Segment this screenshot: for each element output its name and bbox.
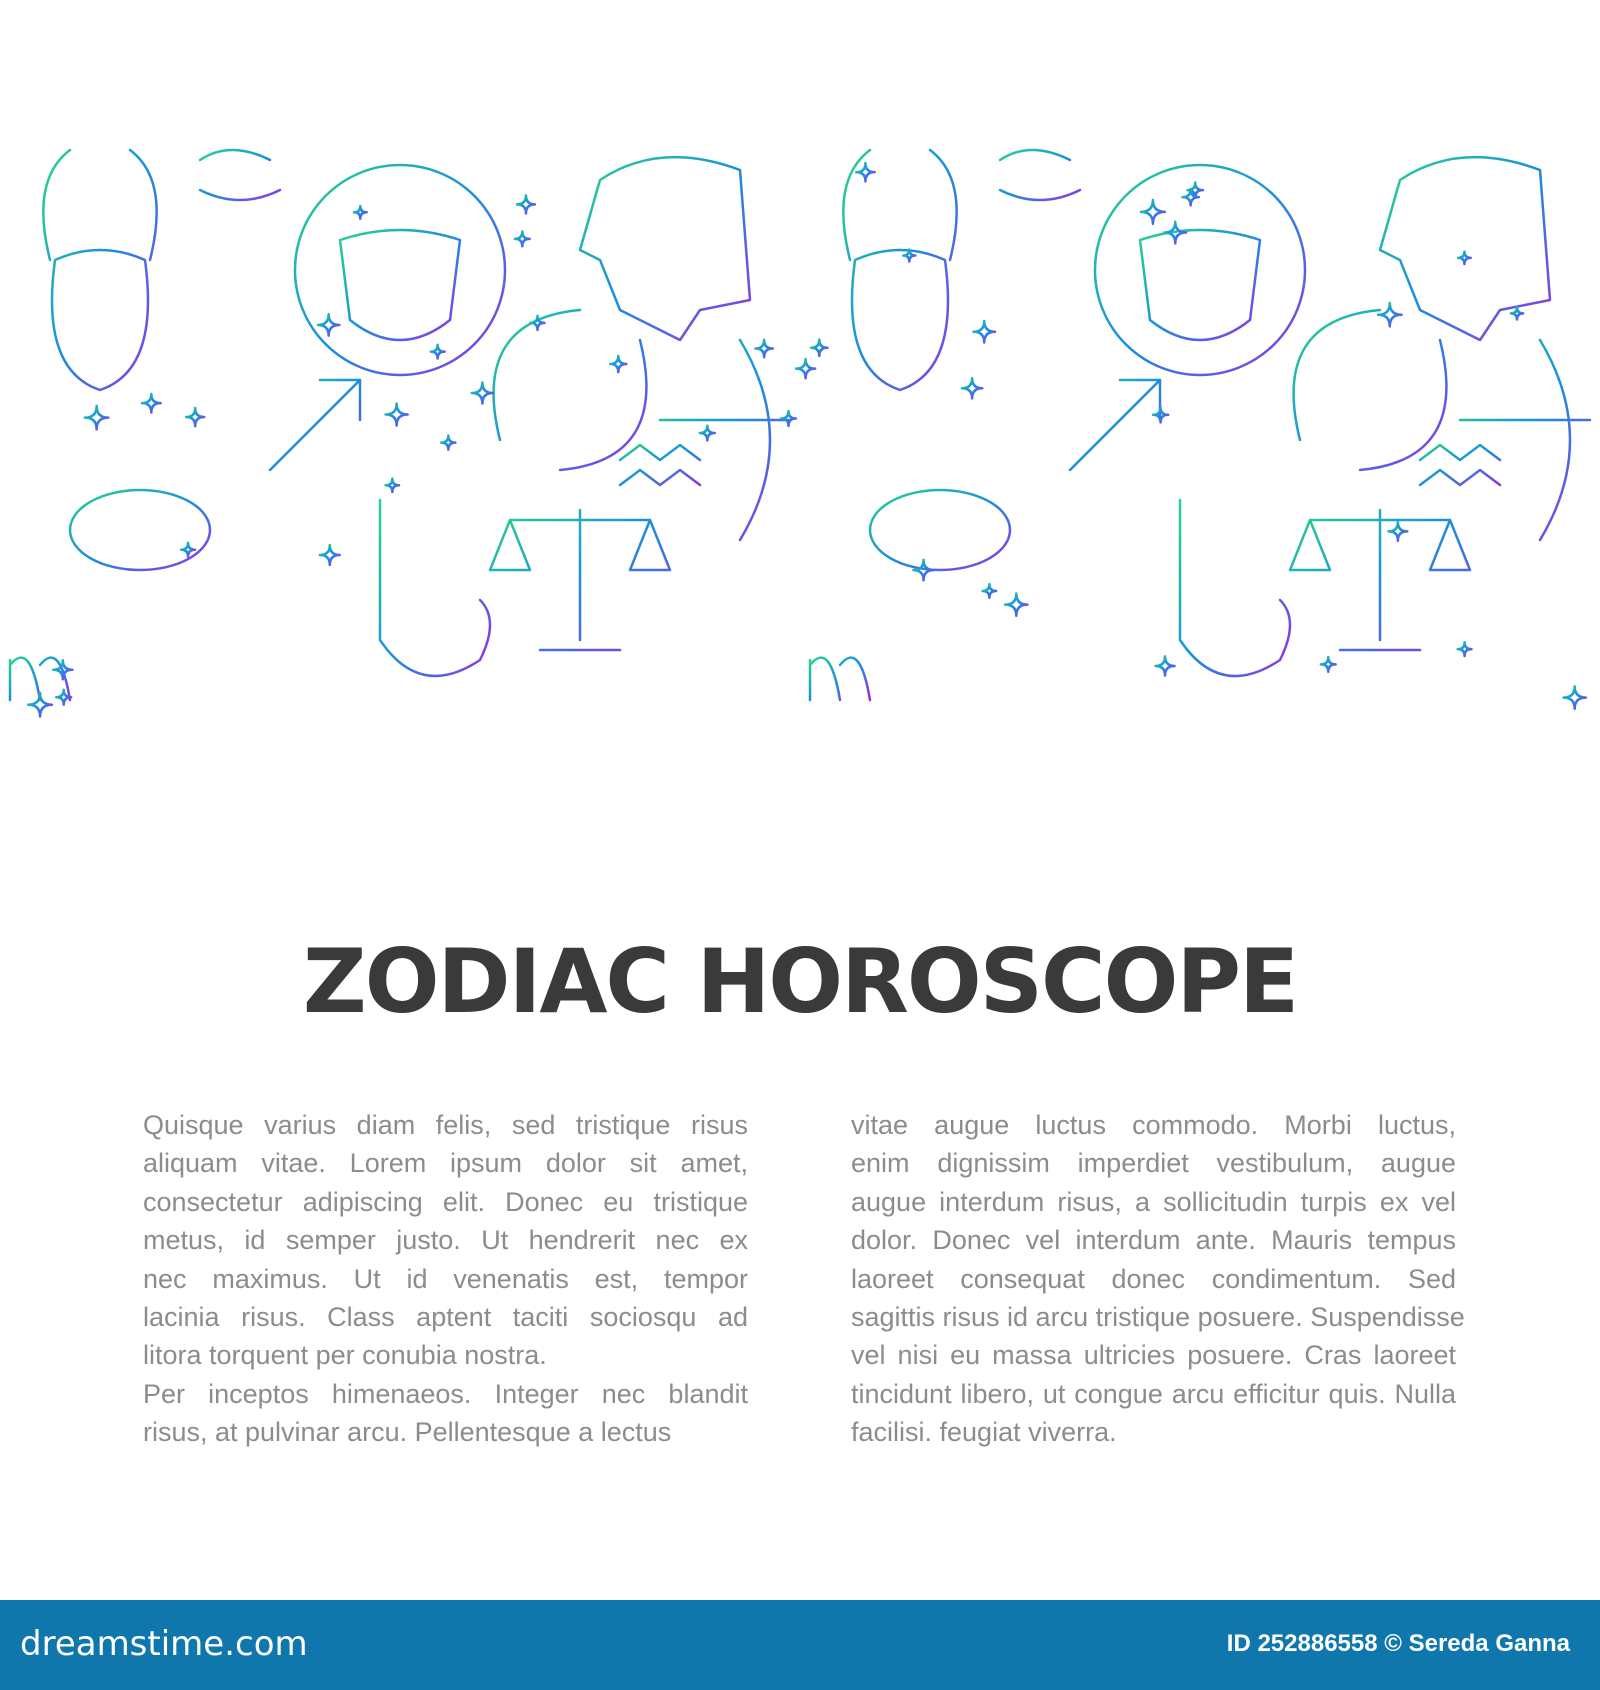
gemini-head-icon bbox=[1380, 157, 1550, 340]
image-credit: ID 252886558 © Sereda Ganna bbox=[1226, 1630, 1570, 1657]
zodiac-line-art-pattern bbox=[0, 140, 1600, 750]
star-icon bbox=[811, 340, 827, 356]
body-line: vitae augue luctus commodo. Morbi luctus, bbox=[851, 1110, 1456, 1140]
pisces-fish-icon bbox=[494, 310, 647, 470]
virgo-symbol-icon bbox=[810, 658, 870, 700]
scorpio-scorpion-icon bbox=[1180, 500, 1290, 676]
body-line: Per inceptos himenaeos. Integer nec blandit bbox=[143, 1378, 748, 1409]
body-line: lacinia risus. Class aptent taciti sociosqu ad bbox=[143, 1302, 748, 1333]
star-icon bbox=[318, 314, 339, 335]
sagittarius-bow-icon bbox=[660, 340, 790, 540]
star-icon bbox=[1564, 686, 1586, 708]
star-icon bbox=[142, 394, 161, 413]
star-icon bbox=[974, 321, 995, 342]
star-icon bbox=[962, 378, 982, 398]
body-column-2 bbox=[851, 1106, 1465, 1452]
body-line: enim dignissim imperdiet vestibulum, augue bbox=[851, 1148, 1456, 1179]
star-icon bbox=[610, 356, 626, 372]
star-icon bbox=[1389, 522, 1408, 541]
star-icon bbox=[85, 406, 108, 429]
star-icon bbox=[1005, 594, 1027, 616]
body-line: sagittis risus id arcu tristique posuere. Suspendisse bbox=[851, 1302, 1465, 1333]
body-line: vel nisi eu massa ultricies posuere. Cras laoreet bbox=[851, 1340, 1456, 1371]
cancer-crab-icon bbox=[70, 490, 210, 570]
lion-face bbox=[340, 230, 460, 340]
star-icon bbox=[1378, 303, 1401, 326]
gemini-head-icon bbox=[580, 157, 750, 340]
star-icon bbox=[320, 545, 340, 565]
body-line: nec maximus. Ut id venenatis est, tempor bbox=[143, 1263, 748, 1294]
body-line: laoreet consequat donec condimentum. Sed bbox=[851, 1263, 1456, 1294]
sagittarius-symbol-icon bbox=[1070, 380, 1160, 470]
body-column-1 bbox=[143, 1106, 748, 1452]
star-icon bbox=[796, 359, 815, 378]
star-icon bbox=[756, 340, 773, 357]
ram-head bbox=[43, 150, 156, 390]
body-line: risus, at pulvinar arcu. Pellentesque a lectus bbox=[143, 1417, 672, 1448]
body-line: facilisi. feugiat viverra. bbox=[851, 1417, 1117, 1448]
lion-mane bbox=[1095, 165, 1305, 375]
star-icon bbox=[1511, 307, 1523, 319]
body-line: litora torquent per conubia nostra. bbox=[143, 1340, 547, 1371]
leo-lion-icon bbox=[295, 165, 505, 375]
libra-scales-icon bbox=[490, 510, 670, 650]
star-icon bbox=[431, 345, 445, 359]
star-icon bbox=[28, 693, 52, 717]
leo-lion-icon bbox=[1095, 165, 1305, 375]
pisces-fish-icon bbox=[1294, 310, 1447, 470]
aquarius-symbol-icon bbox=[620, 445, 700, 485]
body-line: aliquam vitae. Lorem ipsum dolor sit amet, bbox=[143, 1148, 748, 1179]
body-line: consectetur adipiscing elit. Donec eu tristique bbox=[143, 1186, 748, 1217]
dreamstime-logo[interactable]: dreamstime.com bbox=[20, 1624, 308, 1664]
star-icon bbox=[515, 232, 530, 247]
star-icon bbox=[781, 411, 796, 426]
sagittarius-symbol-icon bbox=[270, 380, 360, 470]
star-icon bbox=[354, 206, 367, 219]
aquarius-symbol-icon bbox=[1420, 445, 1500, 485]
sagittarius-bow-icon bbox=[1460, 340, 1590, 540]
page-title: ZODIAC HOROSCOPE bbox=[302, 930, 1298, 1033]
ram-head bbox=[843, 150, 956, 390]
lion-face bbox=[1140, 230, 1260, 340]
star-icon bbox=[181, 543, 195, 557]
body-line: tincidunt libero, ut congue arcu efficitur quis. Nulla bbox=[851, 1378, 1456, 1409]
star-icon bbox=[386, 403, 408, 425]
body-line: metus, id semper justo. Ut hendrerit nec ex bbox=[143, 1225, 748, 1256]
cancer-symbol-icon bbox=[200, 150, 280, 200]
body-line: dolor. Donec vel interdum ante. Mauris tempus bbox=[851, 1225, 1456, 1256]
star-icon bbox=[1458, 252, 1470, 264]
star-icon bbox=[1458, 642, 1472, 656]
star-icon bbox=[186, 408, 204, 426]
cancer-crab-icon bbox=[870, 490, 1010, 570]
star-icon bbox=[386, 479, 399, 492]
star-icon bbox=[856, 163, 874, 181]
star-icon bbox=[700, 426, 715, 441]
libra-scales-icon bbox=[1290, 510, 1470, 650]
lion-mane bbox=[295, 165, 505, 375]
star-icon bbox=[472, 382, 493, 403]
star-icon bbox=[1141, 200, 1165, 224]
footer-bar bbox=[0, 1600, 1600, 1690]
body-line: Quisque varius diam felis, sed tristique risus bbox=[143, 1110, 748, 1140]
body-line: augue interdum risus, a sollicitudin turpis ex vel bbox=[851, 1186, 1456, 1217]
star-icon bbox=[441, 436, 455, 450]
aries-ram-icon bbox=[43, 150, 156, 390]
star-icon bbox=[1321, 657, 1336, 672]
star-icon bbox=[1155, 656, 1174, 675]
scorpio-scorpion-icon bbox=[380, 500, 490, 676]
aries-ram-icon bbox=[843, 150, 956, 390]
star-icon bbox=[983, 584, 997, 598]
cancer-symbol-icon bbox=[1000, 150, 1080, 200]
star-icon bbox=[517, 195, 535, 213]
